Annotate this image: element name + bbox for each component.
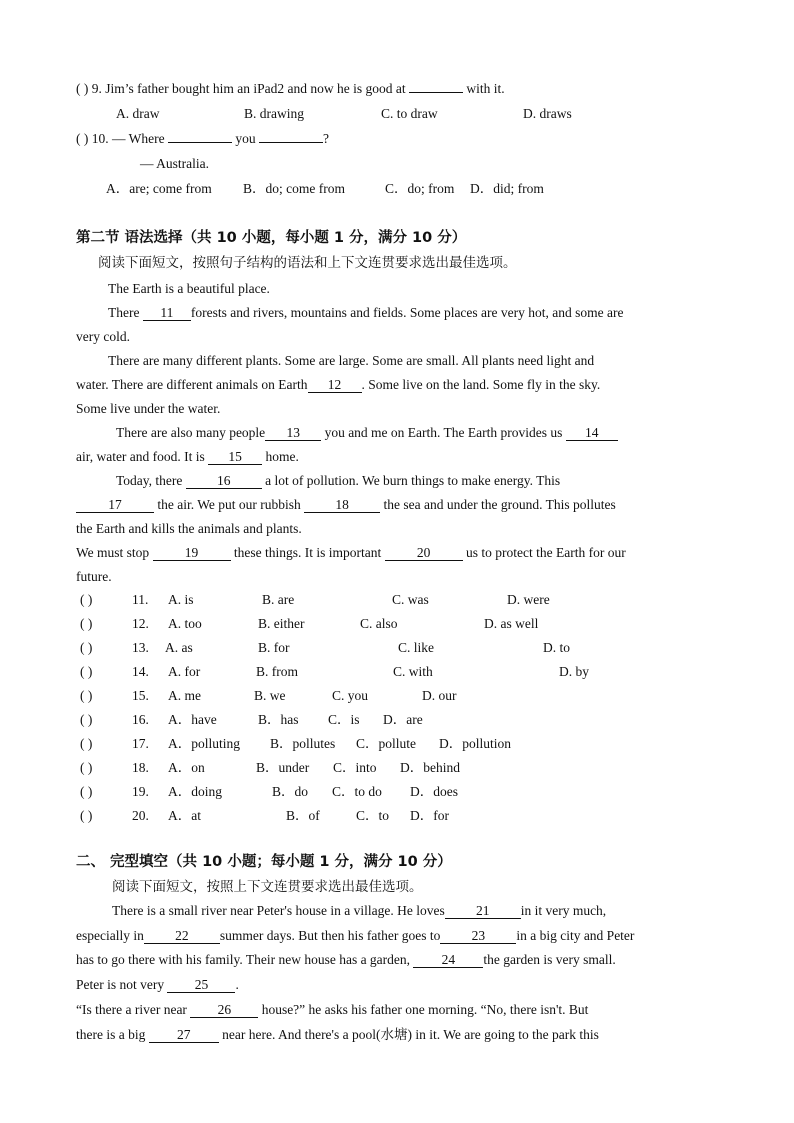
question-stem: — Where [112, 131, 165, 146]
option-9d[interactable]: D. draws [523, 106, 572, 121]
blank-13[interactable]: 13 [265, 425, 321, 441]
section-instruction: 阅读下面短文，按照上下文连贯要求选出最佳选项。 [112, 879, 423, 895]
answer-bracket[interactable]: ( ) [80, 736, 93, 751]
blank-21[interactable]: 21 [445, 903, 521, 919]
section-heading: 第二节 语法选择（共 10 小题，每小题 1 分，满分 10 分） [76, 230, 467, 246]
option-c[interactable]: C．to do [332, 784, 382, 799]
passage-line: We must stop 19 these things. It is important 20 us to protect the Earth for our [76, 545, 626, 560]
dialogue-reply: — Australia. [140, 156, 209, 171]
answer-bracket: ( ) [76, 131, 89, 146]
option-b[interactable]: B. for [258, 640, 290, 655]
option-b[interactable]: B. from [256, 664, 298, 679]
option-a[interactable]: A．polluting [168, 736, 241, 751]
answer-blank[interactable] [168, 142, 232, 143]
option-b[interactable]: B．do [272, 784, 309, 799]
passage-line: There 11 forests and rivers, mountains and fields. Some places are very hot, and some are [108, 305, 624, 320]
answer-bracket: ( ) [76, 81, 89, 96]
option-c[interactable]: C. also [360, 616, 398, 631]
option-d[interactable]: D．behind [400, 760, 460, 775]
option-b[interactable]: B．has [258, 712, 299, 727]
passage-line: There is a small river near Peter's house in a village. He loves 21 in it very much, [112, 903, 607, 918]
blank-15[interactable]: 15 [208, 449, 262, 465]
option-a[interactable]: A. too [168, 616, 202, 631]
blank-17[interactable]: 17 [76, 497, 154, 513]
passage-line: water. There are different animals on Earth 12 . Some live on the land. Some fly in the sky. [76, 377, 601, 392]
passage-line: air, water and food. It is 15 home. [76, 449, 299, 464]
blank-11[interactable]: 11 [143, 305, 191, 321]
passage-line: the Earth and kills the animals and plants. [76, 521, 302, 536]
option-b[interactable]: B．of [286, 808, 320, 823]
blank-12[interactable]: 12 [308, 377, 362, 393]
passage-line: very cold. [76, 329, 130, 344]
option-d[interactable]: D. were [507, 592, 550, 607]
option-c[interactable]: C．is [328, 712, 360, 727]
option-10a[interactable]: A．are; come from [106, 181, 212, 196]
question-number: 13. [132, 640, 149, 655]
passage-line: there is a big 27 near here. And there's a pool(水塘) in it. We are going to the park this [76, 1027, 599, 1042]
answer-bracket[interactable]: ( ) [80, 664, 93, 679]
option-d[interactable]: D. to [543, 640, 570, 655]
blank-19[interactable]: 19 [153, 545, 231, 561]
question-stem: ? [322, 131, 329, 146]
passage-line: Some live under the water. [76, 401, 221, 416]
option-9b[interactable]: B. drawing [244, 106, 304, 121]
question-number: 9. [91, 81, 102, 96]
answer-bracket[interactable]: ( ) [80, 616, 93, 631]
question-stem: with it. [466, 81, 505, 96]
passage-line: 17 the air. We put our rubbish 18 the sea and under the ground. This pollutes [76, 496, 616, 514]
question-number: 14. [132, 664, 149, 679]
passage-line: There are many different plants. Some are large. Some are small. All plants need light and [108, 353, 595, 368]
option-b[interactable]: B. are [262, 592, 295, 607]
option-a[interactable]: A. for [168, 664, 201, 679]
passage-line: There are also many people 13 you and me on Earth. The Earth provides us 14 [116, 424, 618, 442]
option-a[interactable]: A．on [168, 760, 205, 775]
question-number: 18. [132, 760, 149, 775]
option-d[interactable]: D. as well [484, 616, 539, 631]
blank-25[interactable]: 25 [167, 977, 235, 993]
question-9 [76, 80, 505, 98]
option-d[interactable]: D．for [410, 808, 449, 823]
answer-bracket[interactable]: ( ) [80, 592, 93, 607]
option-10c[interactable]: C．do; from [385, 181, 455, 196]
blank-16[interactable]: 16 [186, 473, 262, 489]
option-10d[interactable]: D．did; from [470, 181, 544, 196]
section-instruction: 阅读下面短文，按照句子结构的语法和上下文连贯要求选出最佳选项。 [98, 255, 517, 271]
option-b[interactable]: B. either [258, 616, 305, 631]
option-a[interactable]: A. is [168, 592, 194, 607]
question-number: 12. [132, 616, 149, 631]
answer-bracket[interactable]: ( ) [80, 712, 93, 727]
blank-24[interactable]: 24 [413, 952, 483, 968]
option-d[interactable]: D．are [383, 712, 423, 727]
option-9a[interactable]: A. draw [116, 106, 160, 121]
passage-line: Today, there 16 a lot of pollution. We burn things to make energy. This [116, 473, 561, 488]
passage-line: has to go there with his family. Their new house has a garden, 24 the garden is very small. [76, 952, 616, 967]
answer-bracket[interactable]: ( ) [80, 760, 93, 775]
passage-line: future. [76, 569, 112, 584]
passage-line: Peter is not very 25 . [76, 977, 239, 992]
option-d[interactable]: D. by [559, 664, 589, 679]
blank-14[interactable]: 14 [566, 425, 618, 441]
option-a[interactable]: A. as [165, 640, 193, 655]
question-stem: Jim’s father bought him an iPad2 and now he is good at [105, 81, 406, 96]
option-10b[interactable]: B．do; come from [243, 181, 345, 196]
question-stem: you [235, 131, 256, 146]
answer-bracket[interactable]: ( ) [80, 784, 93, 799]
answer-blank[interactable] [259, 142, 323, 143]
section-heading: 二、 完型填空（共 10 小题；每小题 1 分，满分 10 分） [76, 854, 452, 870]
question-number: 19. [132, 784, 149, 799]
option-9c[interactable]: C. to draw [381, 106, 438, 121]
option-c[interactable]: C. was [392, 592, 429, 607]
option-c[interactable]: C．into [333, 760, 377, 775]
blank-27[interactable]: 27 [149, 1027, 219, 1043]
blank-18[interactable]: 18 [304, 497, 380, 513]
question-number: 20. [132, 808, 149, 823]
passage-line: “Is there a river near 26 house?” he asks his father one morning. “No, there isn't. But [76, 1002, 589, 1017]
question-10 [76, 130, 329, 148]
blank-23[interactable]: 23 [440, 928, 516, 944]
answer-bracket[interactable]: ( ) [80, 688, 93, 703]
option-b[interactable]: B．pollutes [270, 736, 336, 751]
option-d[interactable]: D. our [422, 688, 457, 703]
option-d[interactable]: D．pollution [439, 736, 512, 751]
option-b[interactable]: B．under [256, 760, 310, 775]
option-a[interactable]: A．have [168, 712, 217, 727]
option-c[interactable]: C. you [332, 688, 369, 703]
question-number: 11. [132, 592, 149, 607]
option-c[interactable]: C．pollute [356, 736, 416, 751]
passage-line: especially in 22 summer days. But then his father goes to 23 in a big city and Peter [76, 928, 635, 943]
answer-bracket[interactable]: ( ) [80, 640, 93, 655]
question-number: 15. [132, 688, 149, 703]
blank-20[interactable]: 20 [385, 545, 463, 561]
question-number: 17. [132, 736, 149, 751]
blank-22[interactable]: 22 [144, 928, 220, 944]
blank-26[interactable]: 26 [190, 1002, 258, 1018]
option-a[interactable]: A．doing [168, 784, 222, 799]
option-a[interactable]: A．at [168, 808, 201, 823]
answer-bracket[interactable]: ( ) [80, 808, 93, 823]
passage-line: The Earth is a beautiful place. [108, 281, 270, 296]
option-c[interactable]: C. like [398, 640, 434, 655]
question-number: 10. [91, 131, 109, 146]
option-c[interactable]: C．to [356, 808, 390, 823]
answer-blank[interactable] [409, 92, 463, 93]
option-a[interactable]: A. me [168, 688, 201, 703]
option-c[interactable]: C. with [393, 664, 433, 679]
question-number: 16. [132, 712, 149, 727]
option-b[interactable]: B. we [254, 688, 286, 703]
option-d[interactable]: D．does [410, 784, 458, 799]
